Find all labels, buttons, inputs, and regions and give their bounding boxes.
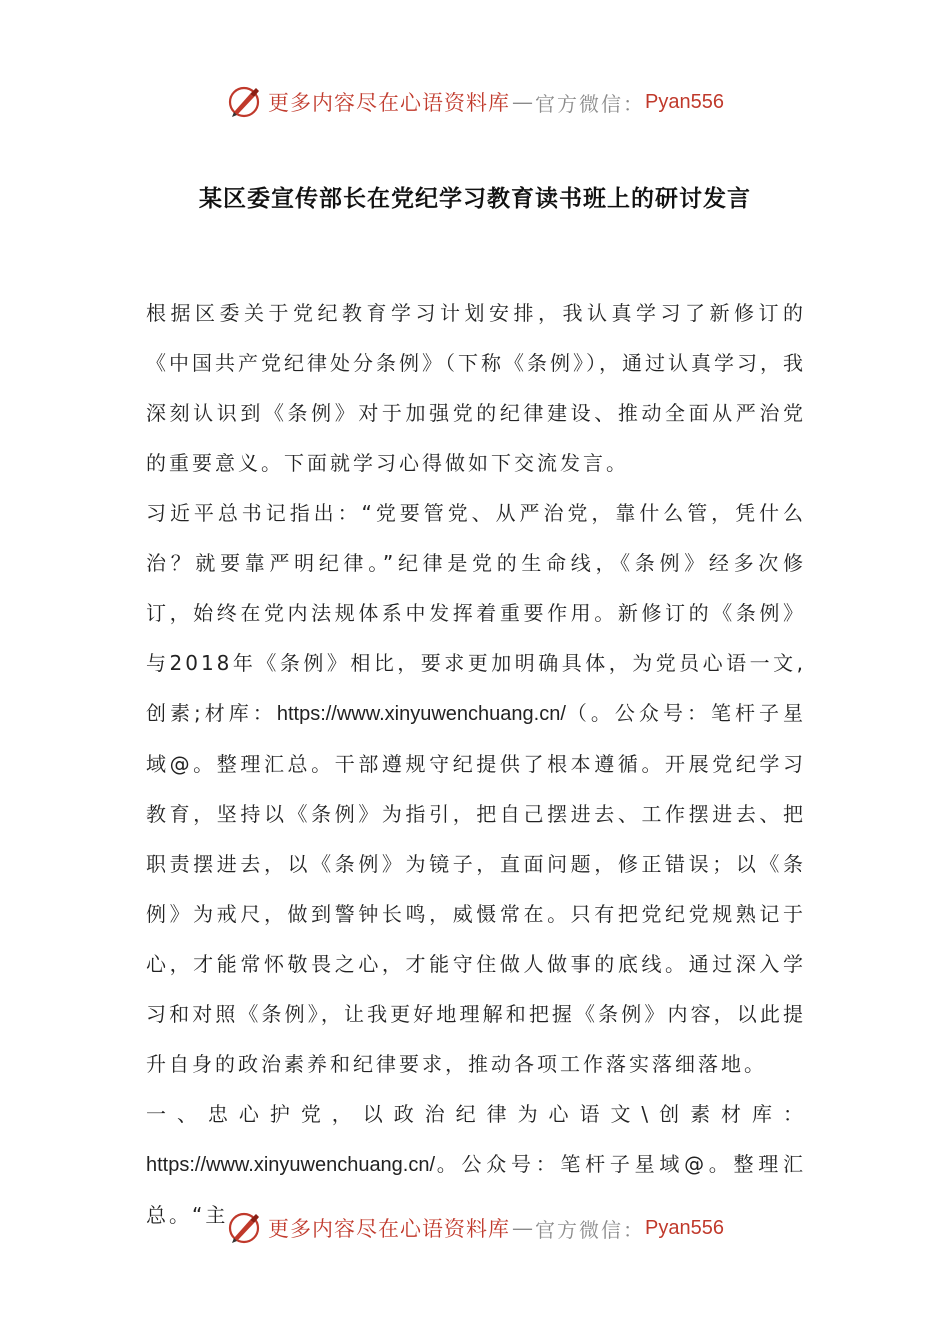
paragraph-text: 。公众号：笔杆子星域@。整理汇总。“主 (146, 1152, 806, 1227)
document-title: 某区委宣传部长在党纪学习教育读书班上的研讨发言 (199, 185, 751, 212)
banner-wechat-id: Pyan556 (645, 1216, 724, 1239)
pen-logo-icon (226, 1210, 262, 1246)
watermark-banner-bottom (0, 1206, 950, 1250)
paragraph (146, 288, 806, 488)
banner-wechat-id: Pyan556 (645, 90, 724, 113)
banner-separator: — (512, 90, 534, 114)
paragraph-text: （。公众号：笔杆子星域@。整理汇总。干部遵规守纪提供了根本遵循。开展党纪学习教育，坚持以《条例》为指引，把自己摆进去、工作摆进去、把职责摆进去，以《条例》为镜子，直面问题，修正错误；以《条例》为戒尺，做到警钟长鸣，威慑常在。只有把党纪党规熟记于心，才能常怀敬畏之心，才能守住做人做事的底线。通过深入学习和对照《条例》，让我更好地理解和把握《条例》内容，以此提升自身的政治素养和纪律要求，推动各项工作落实落细落地。 (146, 701, 807, 1076)
watermark-banner-top (0, 80, 950, 124)
banner-wechat-label: 官方微信： (535, 91, 646, 116)
pen-logo-icon (226, 84, 262, 120)
banner-text: 更多内容尽在心语资料库 (268, 1217, 511, 1241)
banner-separator: — (512, 1216, 534, 1240)
banner-text: 更多内容尽在心语资料库 (268, 91, 511, 115)
document-body (146, 288, 806, 1240)
paragraph (146, 488, 806, 1089)
paragraph-text: 习近平总书记指出：“党要管党、从严治党，靠什么管，凭什么治？就要靠严明纪律。”纪律是党的生命线，《条例》经多次修订，始终在党内法规体系中发挥着重要作用。新修订的《条例》与2018年《条例》相比，要求更加明确具体，为党员心语一文,创素;材库： (146, 501, 806, 725)
url-text: https://www.xinyuwenchuang.cn/ (146, 1154, 436, 1176)
paragraph-text: 一、忠心护党，以政治纪律为心语文\创素材库： (146, 1102, 806, 1126)
banner-wechat-label: 官方微信： (535, 1217, 646, 1242)
url-text: https://www.xinyuwenchuang.cn/ (276, 703, 566, 725)
paragraph-text: 根据区委关于党纪教育学习计划安排，我认真学习了新修订的《中国共产党纪律处分条例》（下称《条例》），通过认真学习，我深刻认识到《条例》对于加强党的纪律建设、推动全面从严治党的重要意义。下面就学习心得做如下交流发言。 (146, 301, 806, 475)
